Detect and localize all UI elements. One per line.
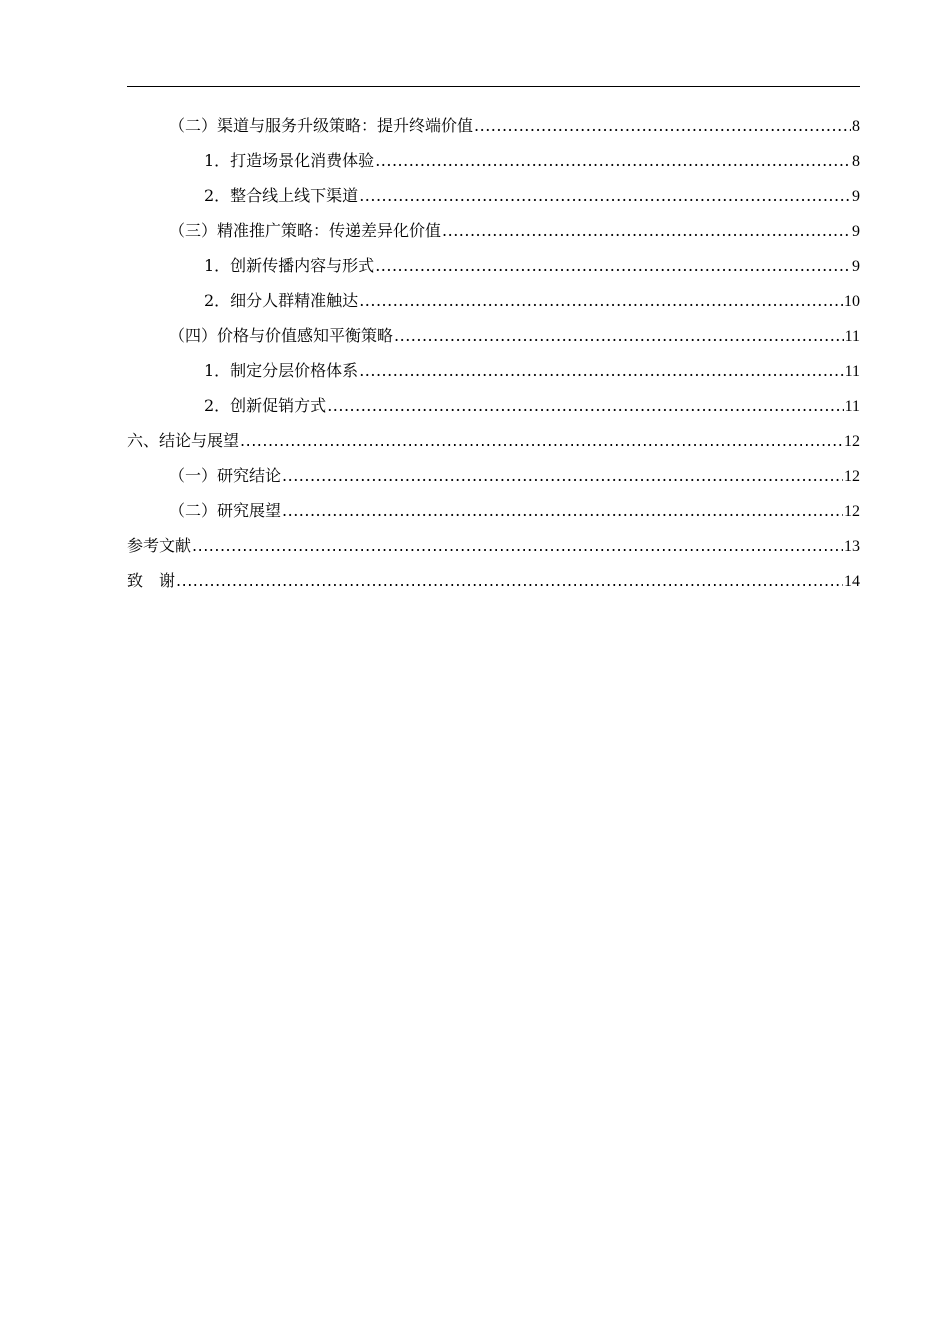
toc-entry-title: 2．整合线上线下渠道 [204,186,359,205]
toc-entry[interactable] [127,248,860,283]
toc-entry-title: （四）价格与价值感知平衡策略 [169,326,394,345]
toc-entry[interactable] [127,213,860,248]
toc-entry[interactable] [127,283,860,318]
toc-page-number: 9 [852,223,860,240]
header-rule [127,86,860,87]
toc-entry[interactable] [127,493,860,528]
toc-entry-title: （三）精准推广策略：传递差异化价值 [169,221,442,240]
toc-entry[interactable] [127,143,860,178]
toc-dot-leader [375,248,851,283]
toc-dot-leader [359,353,843,388]
toc-page-number: 8 [852,118,860,135]
toc-dot-leader [282,458,843,493]
toc-entry[interactable] [127,423,860,458]
toc-page-number: 12 [844,468,860,485]
toc-entry-title: 参考文献 [127,536,192,555]
toc-dot-leader [176,563,843,598]
toc-dot-leader [282,493,843,528]
toc-page-number: 11 [844,328,860,345]
toc-page-number: 8 [852,153,860,170]
toc-entry-title: 1．制定分层价格体系 [204,361,359,380]
toc-page-number: 14 [844,573,860,590]
toc-entry-title: （二）渠道与服务升级策略：提升终端价值 [169,116,474,135]
toc-entry-title: （二）研究展望 [169,501,282,520]
toc-entry-title: 致 谢 [127,571,176,590]
toc-page-number: 10 [844,293,860,310]
toc-entry[interactable] [127,388,860,423]
toc-dot-leader [394,318,844,353]
toc-dot-leader [442,213,851,248]
toc-page-number: 9 [852,258,860,275]
toc-dot-leader [240,423,843,458]
toc-page-number: 11 [844,363,860,380]
toc-entry[interactable] [127,353,860,388]
toc-page-number: 12 [844,433,860,450]
toc-dot-leader [327,388,843,423]
toc-dot-leader [192,528,843,563]
toc-entry-title: 2．细分人群精准触达 [204,291,359,310]
toc-page-number: 11 [844,398,860,415]
table-of-contents [127,108,860,598]
toc-entry-title: 六、结论与展望 [127,431,240,450]
toc-page-number: 13 [844,538,860,555]
toc-page-number: 12 [844,503,860,520]
toc-entry-title: 1．打造场景化消费体验 [204,151,375,170]
toc-page-number: 9 [852,188,860,205]
toc-dot-leader [474,108,851,143]
toc-entry[interactable] [127,458,860,493]
toc-dot-leader [359,283,843,318]
toc-dot-leader [359,178,851,213]
toc-entry[interactable] [127,528,860,563]
toc-dot-leader [375,143,851,178]
toc-entry-title: 1．创新传播内容与形式 [204,256,375,275]
toc-entry[interactable] [127,563,860,598]
toc-entry[interactable] [127,318,860,353]
toc-entry[interactable] [127,178,860,213]
toc-entry[interactable] [127,108,860,143]
toc-entry-title: （一）研究结论 [169,466,282,485]
toc-entry-title: 2．创新促销方式 [204,396,327,415]
